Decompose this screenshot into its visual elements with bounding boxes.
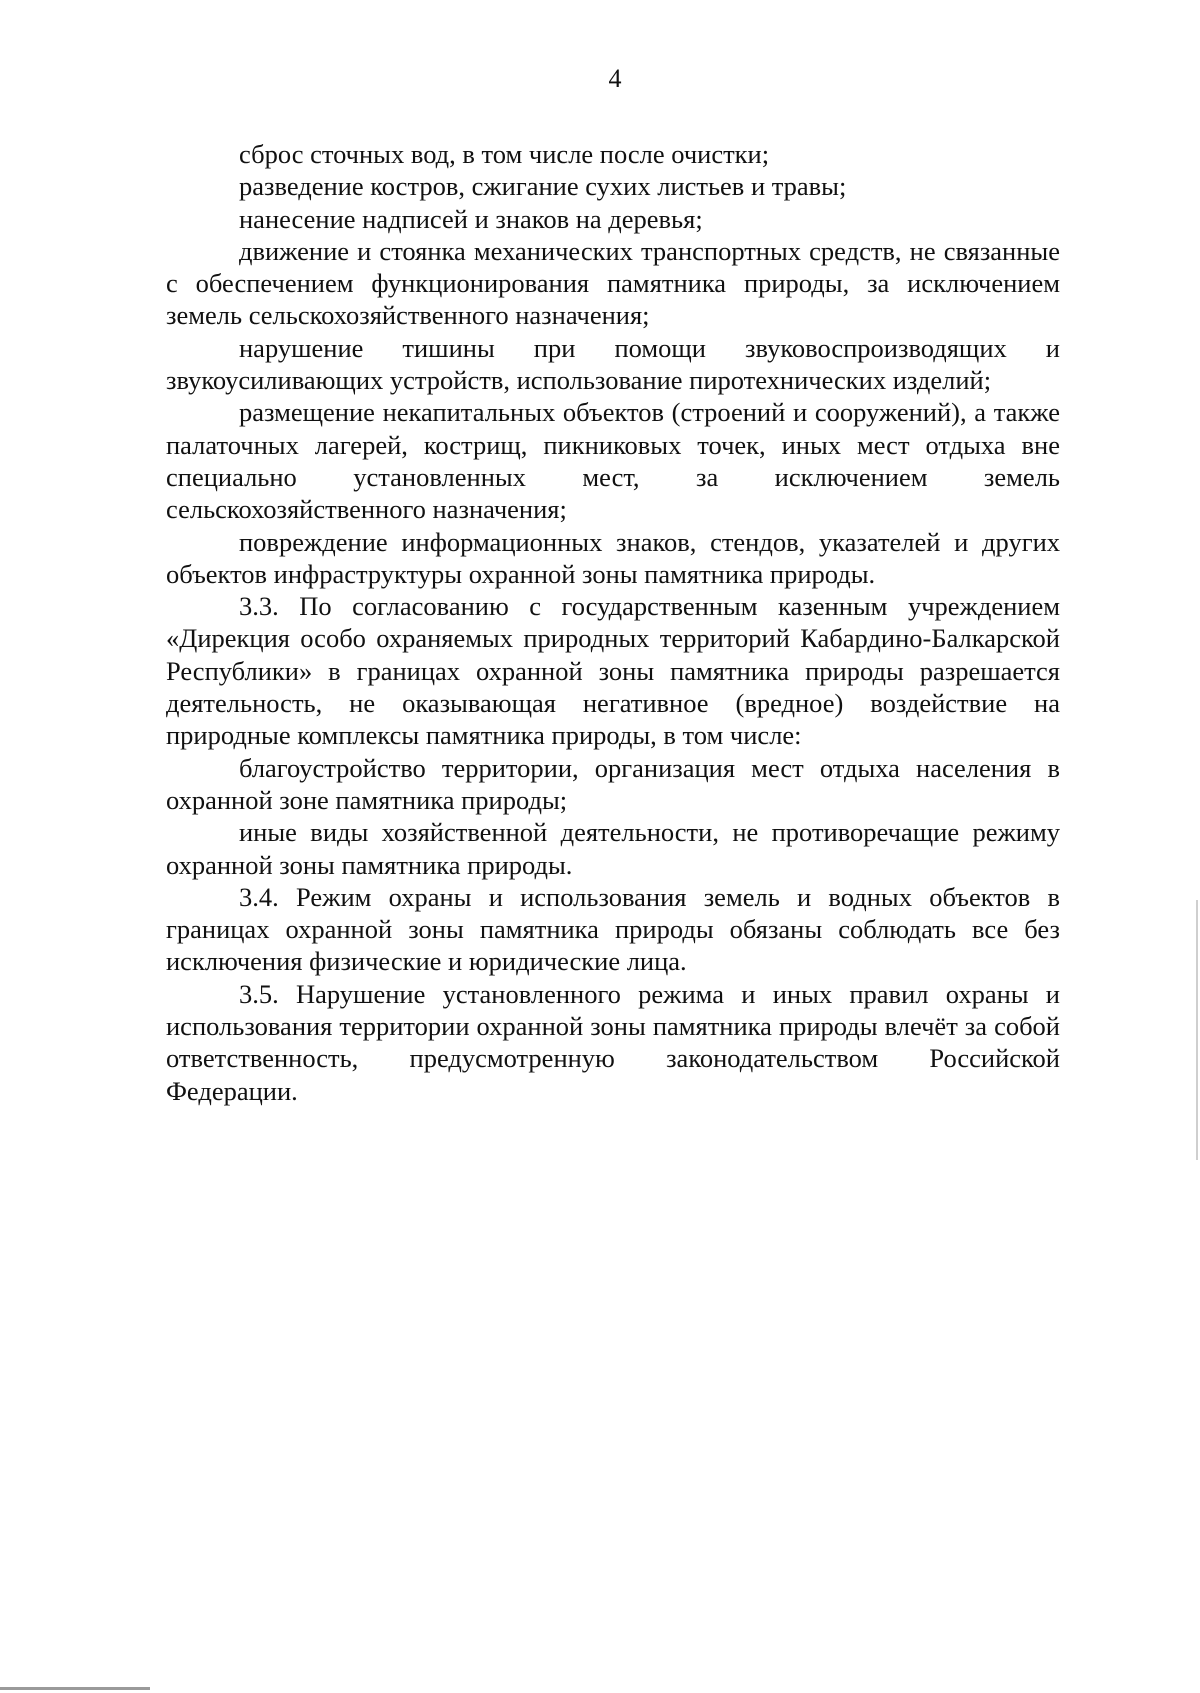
paragraph-landscaping: благоустройство территории, организация мест отдыха населения в охранной зоне памятника природы; xyxy=(166,752,1060,815)
paragraph-3-5: 3.5. Нарушение установленного режима и иных правил охраны и использования территории охранной зоны памятника природы влечёт за собой ответственность, предусмотренную законодательством Российской Федерации. xyxy=(166,978,1060,1106)
paragraph-non-capital-objects: размещение некапитальных объектов (строений и сооружений), а также палаточных лагерей, кострищ, пикниковых точек, иных мест отдыха вне специально установленных мест, за исключением земель сельскохозяйственного назначения; xyxy=(166,397,1060,525)
paragraph-campfires: разведение костров, сжигание сухих листьев и травы; xyxy=(239,171,847,202)
paragraph-other-activities: иные виды хозяйственной деятельности, не противоречащие режиму охранной зоны памятника природы. xyxy=(166,817,1060,880)
paragraph-3-4: 3.4. Режим охраны и использования земель и водных объектов в границах охранной зоны памятника природы обязаны соблюдать все без исключения физические и юридические лица. xyxy=(166,881,1060,977)
page-number: 4 xyxy=(608,64,622,93)
scan-edge-mark-right xyxy=(1196,900,1198,1160)
paragraph-vehicle-movement: движение и стоянка механических транспортных средств, не связанные с обеспечением функционирования памятника природы, за исключением земель сельскохозяйственного назначения; xyxy=(166,235,1060,331)
document-body xyxy=(166,138,1060,1107)
scan-edge-mark-bottom xyxy=(0,1687,150,1690)
paragraph-wastewater-discharge: сброс сточных вод, в том числе после очистки; xyxy=(239,139,770,169)
paragraph-3-3: 3.3. По согласованию с государственным казенным учреждением «Дирекция особо охраняемых природных территорий Кабардино-Балкарской Республики» в границах охранной зоны памятника природы разрешается деятельность, не оказывающая негативное (вредное) воздействие на природные комплексы памятника природы, в том числе: xyxy=(166,591,1060,751)
paragraph-sign-damage: повреждение информационных знаков, стендов, указателей и других объектов инфраструктуры охранной зоны памятника природы. xyxy=(166,526,1060,589)
paragraph-noise: нарушение тишины при помощи звуковоспроизводящих и звукоусиливающих устройств, использование пиротехнических изделий; xyxy=(166,332,1060,396)
paragraph-tree-inscriptions: нанесение надписей и знаков на деревья; xyxy=(239,203,703,234)
